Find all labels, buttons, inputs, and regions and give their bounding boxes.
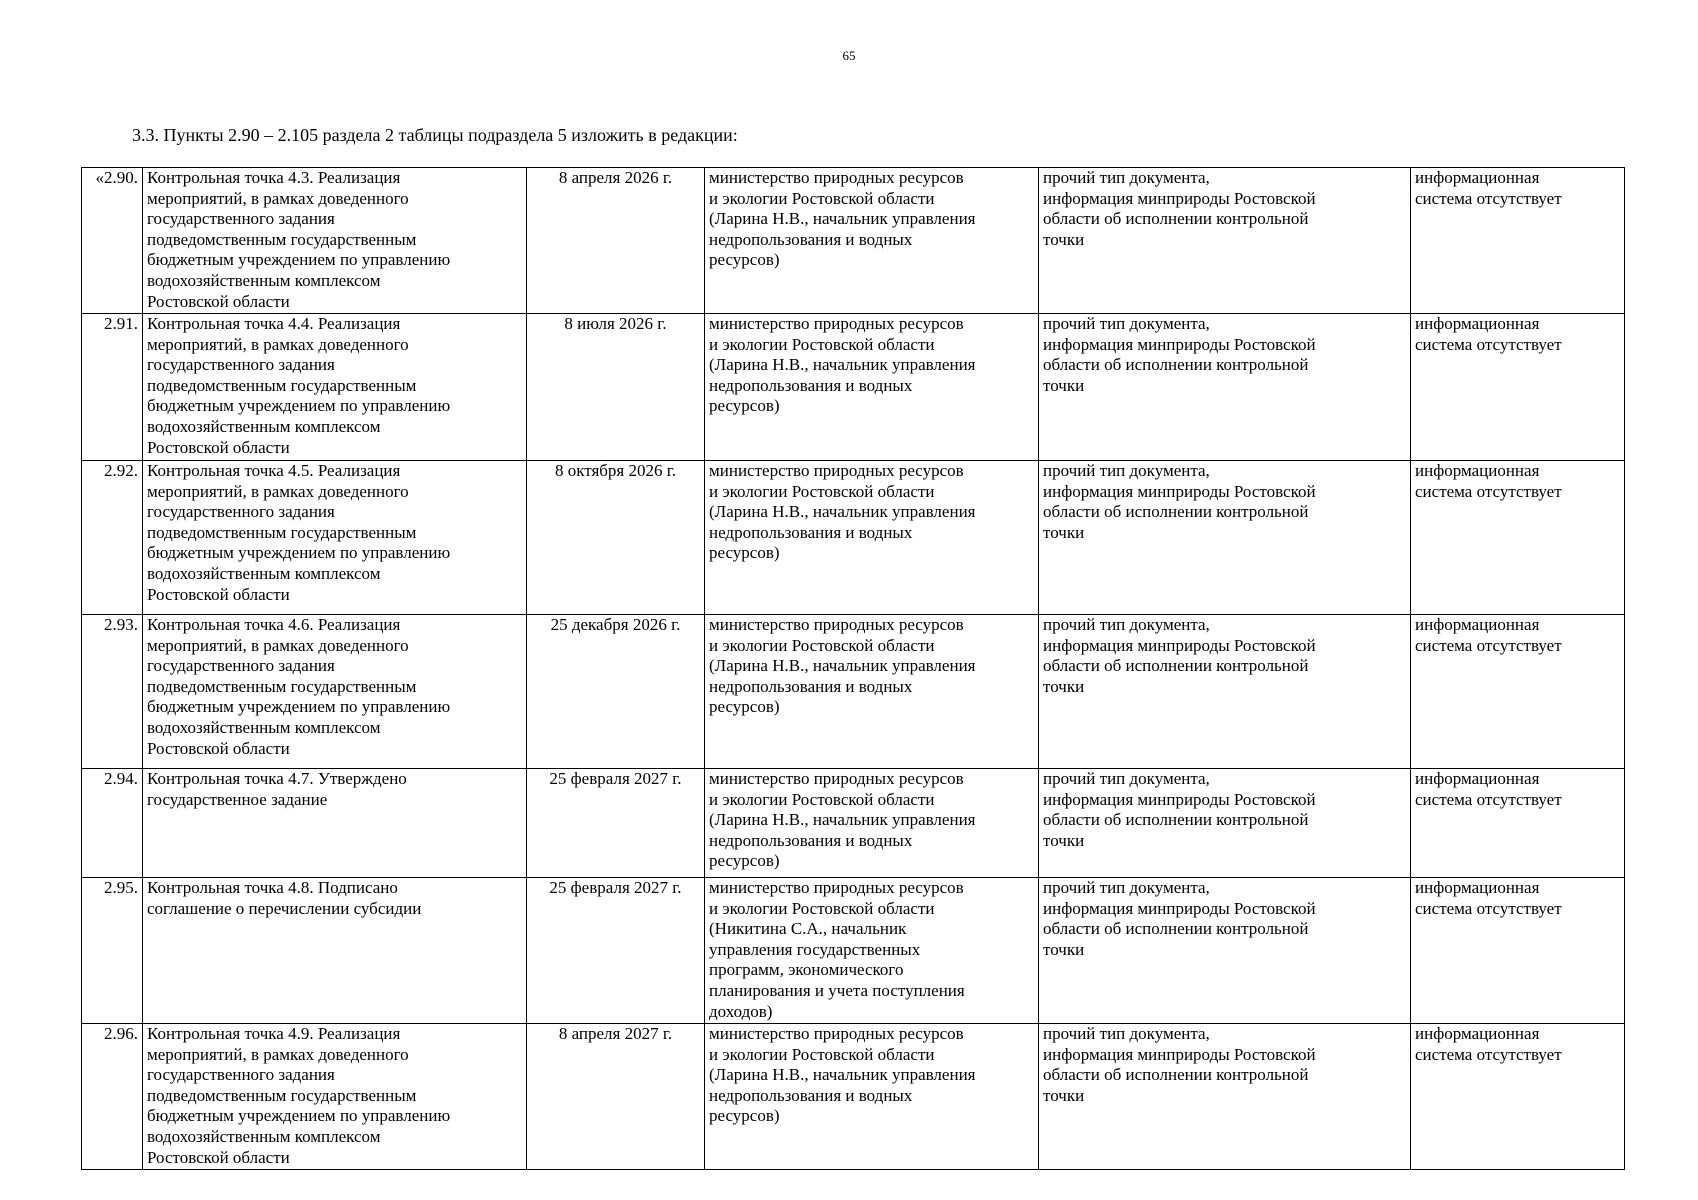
table-row (82, 314, 1625, 461)
row-number: 2.94. (82, 769, 143, 878)
row-number: «2.90. (82, 168, 143, 314)
page-number: 65 (842, 48, 856, 63)
table-row (82, 769, 1625, 878)
responsible-executor: министерство природных ресурсов и экологии Ростовской области (Ларина Н.В., начальник управления недропользования и водных ресурсов) (705, 1024, 1039, 1170)
confirming-document: прочий тип документа, информация минприроды Ростовской области об исполнении контрольной точки (1039, 878, 1411, 1024)
deadline-date: 25 февраля 2027 г. (527, 769, 705, 878)
deadline-date: 8 октября 2026 г. (527, 461, 705, 615)
deadline-date: 25 декабря 2026 г. (527, 615, 705, 769)
control-point-name: Контрольная точка 4.3. Реализация мероприятий, в рамках доведенного государственного задания подведомственным государственным бюджетным учреждением по управлению водохозяйственным комплексом Ростовской области (143, 168, 527, 314)
confirming-document: прочий тип документа, информация минприроды Ростовской области об исполнении контрольной точки (1039, 461, 1411, 615)
table-row (82, 168, 1625, 314)
control-points-table (81, 167, 1625, 1170)
responsible-executor: министерство природных ресурсов и экологии Ростовской области (Ларина Н.В., начальник управления недропользования и водных ресурсов) (705, 168, 1039, 314)
control-point-name: Контрольная точка 4.4. Реализация мероприятий, в рамках доведенного государственного задания подведомственным государственным бюджетным учреждением по управлению водохозяйственным комплексом Ростовской области (143, 314, 527, 461)
control-point-name: Контрольная точка 4.7. Утверждено государственное задание (143, 769, 527, 878)
table-row (82, 615, 1625, 769)
row-number: 2.96. (82, 1024, 143, 1170)
information-system: информационная система отсутствует (1411, 314, 1625, 461)
row-number: 2.92. (82, 461, 143, 615)
control-point-name: Контрольная точка 4.9. Реализация мероприятий, в рамках доведенного государственного задания подведомственным государственным бюджетным учреждением по управлению водохозяйственным комплексом Ростовской области (143, 1024, 527, 1170)
information-system: информационная система отсутствует (1411, 461, 1625, 615)
row-number: 2.95. (82, 878, 143, 1024)
responsible-executor: министерство природных ресурсов и экологии Ростовской области (Никитина С.А., начальник управления государственных программ, экономического планирования и учета поступления доходов) (705, 878, 1039, 1024)
table-row (82, 461, 1625, 615)
table-row (82, 1024, 1625, 1170)
information-system: информационная система отсутствует (1411, 615, 1625, 769)
responsible-executor: министерство природных ресурсов и экологии Ростовской области (Ларина Н.В., начальник управления недропользования и водных ресурсов) (705, 769, 1039, 878)
confirming-document: прочий тип документа, информация минприроды Ростовской области об исполнении контрольной точки (1039, 1024, 1411, 1170)
confirming-document: прочий тип документа, информация минприроды Ростовской области об исполнении контрольной точки (1039, 314, 1411, 461)
responsible-executor: министерство природных ресурсов и экологии Ростовской области (Ларина Н.В., начальник управления недропользования и водных ресурсов) (705, 615, 1039, 769)
row-number: 2.91. (82, 314, 143, 461)
confirming-document: прочий тип документа, информация минприроды Ростовской области об исполнении контрольной точки (1039, 615, 1411, 769)
information-system: информационная система отсутствует (1411, 769, 1625, 878)
deadline-date: 25 февраля 2027 г. (527, 878, 705, 1024)
row-number: 2.93. (82, 615, 143, 769)
responsible-executor: министерство природных ресурсов и экологии Ростовской области (Ларина Н.В., начальник управления недропользования и водных ресурсов) (705, 314, 1039, 461)
information-system: информационная система отсутствует (1411, 878, 1625, 1024)
table-row (82, 878, 1625, 1024)
confirming-document: прочий тип документа, информация минприроды Ростовской области об исполнении контрольной точки (1039, 769, 1411, 878)
confirming-document: прочий тип документа, информация минприроды Ростовской области об исполнении контрольной точки (1039, 168, 1411, 314)
intro-paragraph: 3.3. Пункты 2.90 – 2.105 раздела 2 таблицы подраздела 5 изложить в редакции: (132, 125, 738, 145)
control-point-name: Контрольная точка 4.6. Реализация мероприятий, в рамках доведенного государственного задания подведомственным государственным бюджетным учреждением по управлению водохозяйственным комплексом Ростовской области (143, 615, 527, 769)
information-system: информационная система отсутствует (1411, 1024, 1625, 1170)
control-point-name: Контрольная точка 4.5. Реализация мероприятий, в рамках доведенного государственного задания подведомственным государственным бюджетным учреждением по управлению водохозяйственным комплексом Ростовской области (143, 461, 527, 615)
information-system: информационная система отсутствует (1411, 168, 1625, 314)
deadline-date: 8 июля 2026 г. (527, 314, 705, 461)
responsible-executor: министерство природных ресурсов и экологии Ростовской области (Ларина Н.В., начальник управления недропользования и водных ресурсов) (705, 461, 1039, 615)
control-point-name: Контрольная точка 4.8. Подписано соглашение о перечислении субсидии (143, 878, 527, 1024)
deadline-date: 8 апреля 2026 г. (527, 168, 705, 314)
deadline-date: 8 апреля 2027 г. (527, 1024, 705, 1170)
